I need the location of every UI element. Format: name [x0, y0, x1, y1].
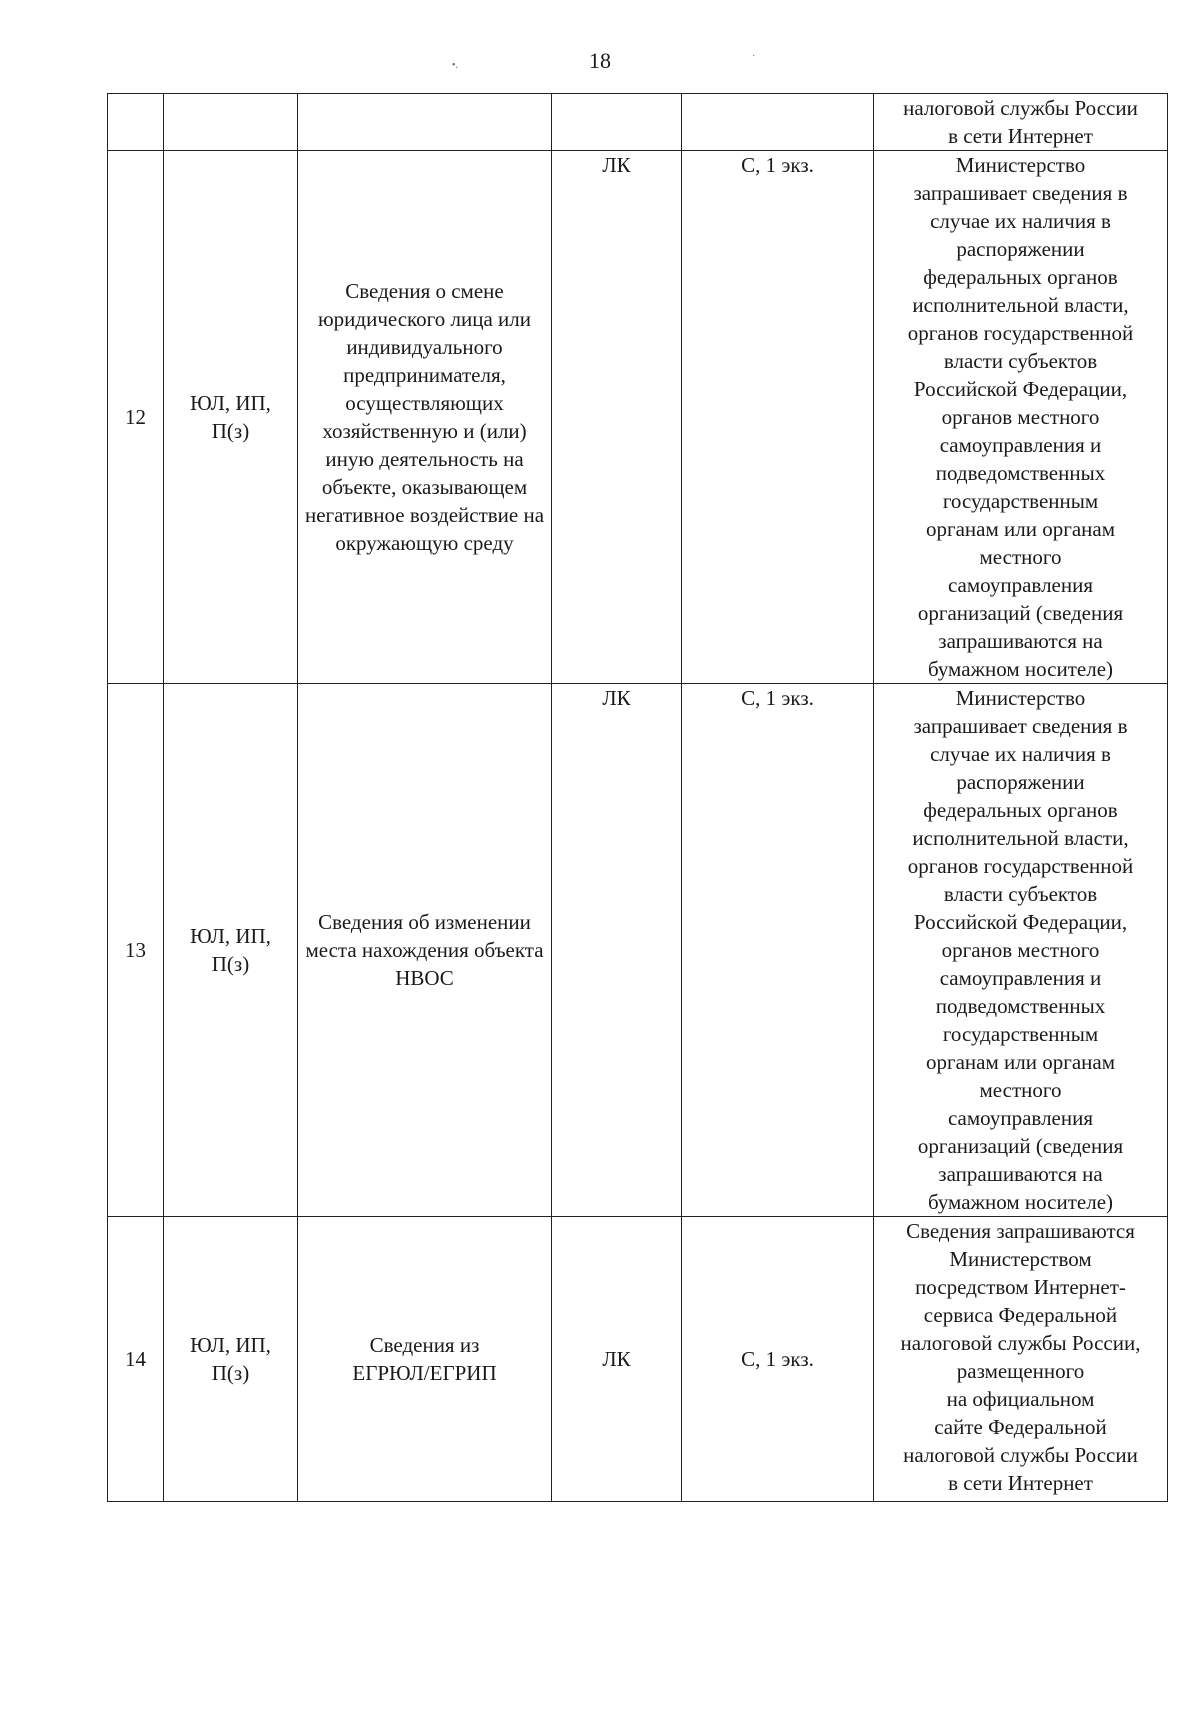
applicant-type: ЮЛ, ИП, П(з) [164, 684, 298, 1217]
document-name: Сведения о смене юридического лица или индивидуального предпринимателя, осуществляющих хозяйственную и (или) иную деятельность на объекте, оказывающем негативное воздействие на окружающую среду [298, 151, 552, 684]
applicant-type [164, 94, 298, 151]
page-number: 18 [589, 48, 611, 73]
row-number: 14 [108, 1217, 164, 1502]
document-form [552, 94, 682, 151]
scan-speck: •. [452, 60, 459, 71]
applicant-type: ЮЛ, ИП, П(з) [164, 151, 298, 684]
table-row-continuation [108, 94, 1168, 151]
document-form: ЛК [552, 151, 682, 684]
document-copies: С, 1 экз. [682, 1217, 874, 1502]
row-number: 12 [108, 151, 164, 684]
document-form: ЛК [552, 1217, 682, 1502]
request-info: налоговой службы России в сети Интернет [874, 94, 1168, 151]
row-number: 13 [108, 684, 164, 1217]
document-copies: С, 1 экз. [682, 151, 874, 684]
document-copies [682, 94, 874, 151]
documents-table [107, 93, 1168, 1502]
applicant-type: ЮЛ, ИП, П(з) [164, 1217, 298, 1502]
table-row [108, 1217, 1168, 1502]
scan-speck: ˙ [752, 54, 756, 65]
document-name: Сведения из ЕГРЮЛ/ЕГРИП [298, 1217, 552, 1502]
request-info: Министерство запрашивает сведения в случае их наличия в распоряжении федеральных органов исполнительной власти, органов государственной власти субъектов Российской Федерации, органов местного самоуправления и подведомственных государственным органам или органам местного самоуправления организаций (сведения запрашиваются на бумажном носителе) [874, 684, 1168, 1217]
document-name: Сведения об изменении места нахождения объекта НВОС [298, 684, 552, 1217]
request-info: Министерство запрашивает сведения в случае их наличия в распоряжении федеральных органов исполнительной власти, органов государственной власти субъектов Российской Федерации, органов местного самоуправления и подведомственных государственным органам или органам местного самоуправления организаций (сведения запрашиваются на бумажном носителе) [874, 151, 1168, 684]
table-row [108, 151, 1168, 684]
request-info: Сведения запрашиваются Министерством посредством Интернет- сервиса Федеральной налоговой службы России, размещенного на официальном сайте Федеральной налоговой службы России в сети Интернет [874, 1217, 1168, 1502]
document-form: ЛК [552, 684, 682, 1217]
document-name [298, 94, 552, 151]
document-copies: С, 1 экз. [682, 684, 874, 1217]
row-number [108, 94, 164, 151]
table-row [108, 684, 1168, 1217]
